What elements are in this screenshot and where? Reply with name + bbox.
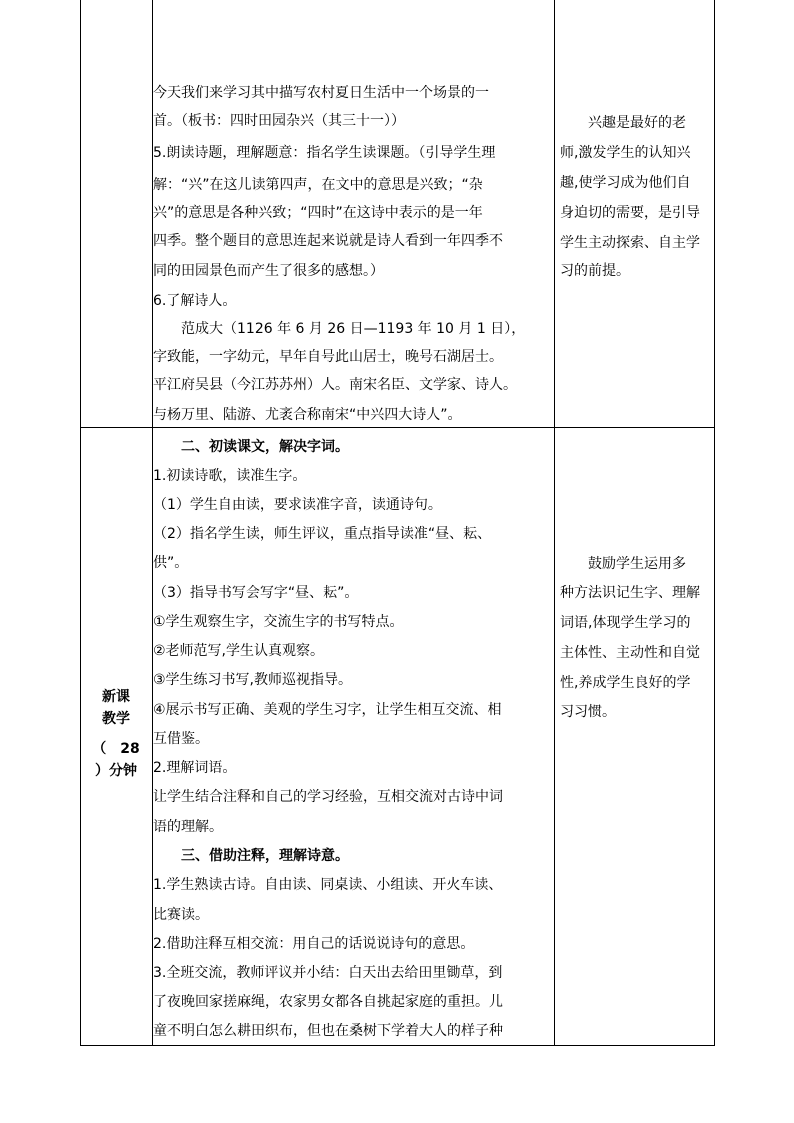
table-left-border xyxy=(80,0,81,1046)
text-line: 了夜晚回家搓麻绳，农家男女都各自挑起家庭的重担。儿 xyxy=(153,994,503,1010)
text-line: 字致能，一字幼元，早年自号此山居士，晚号石湖居士。 xyxy=(153,349,503,365)
text-line: 3.全班交流，教师评议并小结：白天出去给田里锄草，到 xyxy=(153,965,503,981)
text-line: 同的田园景色而产生了很多的感想。） xyxy=(153,263,384,279)
text-line: 1.学生熟读古诗。自由读、同桌读、小组读、开火车读、 xyxy=(153,877,503,893)
note-line: 词语,体现学生学习的 xyxy=(560,615,691,631)
text-line: （3）指导书写会写字“昼、耘”。 xyxy=(153,585,359,601)
note-line: 鼓励学生运用多 xyxy=(560,556,686,572)
text-line: 平江府吴县（今江苏苏州）人。南宋名臣、文学家、诗人。 xyxy=(153,377,517,393)
text-line: 兴”的意思是各种兴致；“四时”在这诗中表示的是一年 xyxy=(153,205,483,221)
text-line: 供”。 xyxy=(153,555,189,571)
text-line: 解：“兴”在这儿读第四声，在文中的意思是兴致；“杂 xyxy=(153,177,483,193)
text-line: 比赛读。 xyxy=(153,907,209,923)
text-line: 让学生结合注释和自己的学习经验，互相交流对古诗中词 xyxy=(153,789,503,805)
table-bottom-border xyxy=(80,1045,714,1046)
text-line: 首。（板书：四时田园杂兴（其三十一）） xyxy=(153,113,405,129)
text-line: ④展示书写正确、美观的学生习字，让学生相互交流、相 xyxy=(153,702,502,718)
text-line: ①学生观察生字，交流生字的书写特点。 xyxy=(153,614,404,630)
table-right-border xyxy=(714,0,715,1046)
stage-label: （ 28 xyxy=(92,741,140,757)
text-line: 6.了解诗人。 xyxy=(153,293,237,309)
section-heading: 三、借助注释，理解诗意。 xyxy=(153,848,349,864)
note-line: 趣,使学习成为他们自 xyxy=(560,175,691,191)
stage-label: 新课 xyxy=(102,689,130,705)
note-line: 主体性、主动性和自觉 xyxy=(560,645,700,661)
text-line: 2.借助注释互相交流：用自己的话说说诗句的意思。 xyxy=(153,936,475,952)
note-line: 兴趣是最好的老 xyxy=(560,115,686,131)
text-line: 四季。整个题目的意思连起来说就是诗人看到一年四季不 xyxy=(153,233,503,249)
text-line: 2.理解词语。 xyxy=(153,760,237,776)
text-line: ③学生练习书写,教师巡视指导。 xyxy=(153,672,353,688)
text-line: 1.初读诗歌，读准生字。 xyxy=(153,468,307,484)
row-divider xyxy=(80,427,714,428)
note-line: 习的前提。 xyxy=(560,263,630,279)
note-line: 性,养成学生良好的学 xyxy=(560,675,691,691)
text-line: 语的理解。 xyxy=(153,819,223,835)
note-line: 习习惯。 xyxy=(560,704,616,720)
table-column-divider-2 xyxy=(554,0,555,1046)
text-line: 与杨万里、陆游、尤袤合称南宋“中兴四大诗人”。 xyxy=(153,407,462,423)
note-line: 身迫切的需要，是引导 xyxy=(560,205,700,221)
text-line: （1）学生自由读，要求读准字音，读通诗句。 xyxy=(153,497,442,513)
stage-label: ）分钟 xyxy=(95,763,137,779)
text-line: 5.朗读诗题，理解题意：指名学生读课题。（引导学生理 xyxy=(153,145,496,161)
text-line: （2）指名学生读，师生评议，重点指导读准“昼、耘、 xyxy=(153,526,492,542)
note-line: 种方法识记生字、理解 xyxy=(560,585,700,601)
section-heading: 二、初读课文，解决字词。 xyxy=(153,439,349,455)
note-line: 学生主动探索、自主学 xyxy=(560,235,700,251)
text-line: ②老师范写,学生认真观察。 xyxy=(153,643,325,659)
note-line: 师,激发学生的认知兴 xyxy=(560,145,691,161)
text-line: 童不明白怎么耕田织布，但也在桑树下学着大人的样子种 xyxy=(153,1023,503,1039)
stage-label: 教学 xyxy=(102,711,130,727)
text-line: 范成大（1126 年 6 月 26 日—1193 年 10 月 1 日）， xyxy=(153,321,526,337)
text-line: 互借鉴。 xyxy=(153,731,209,747)
text-line: 今天我们来学习其中描写农村夏日生活中一个场景的一 xyxy=(153,85,489,101)
